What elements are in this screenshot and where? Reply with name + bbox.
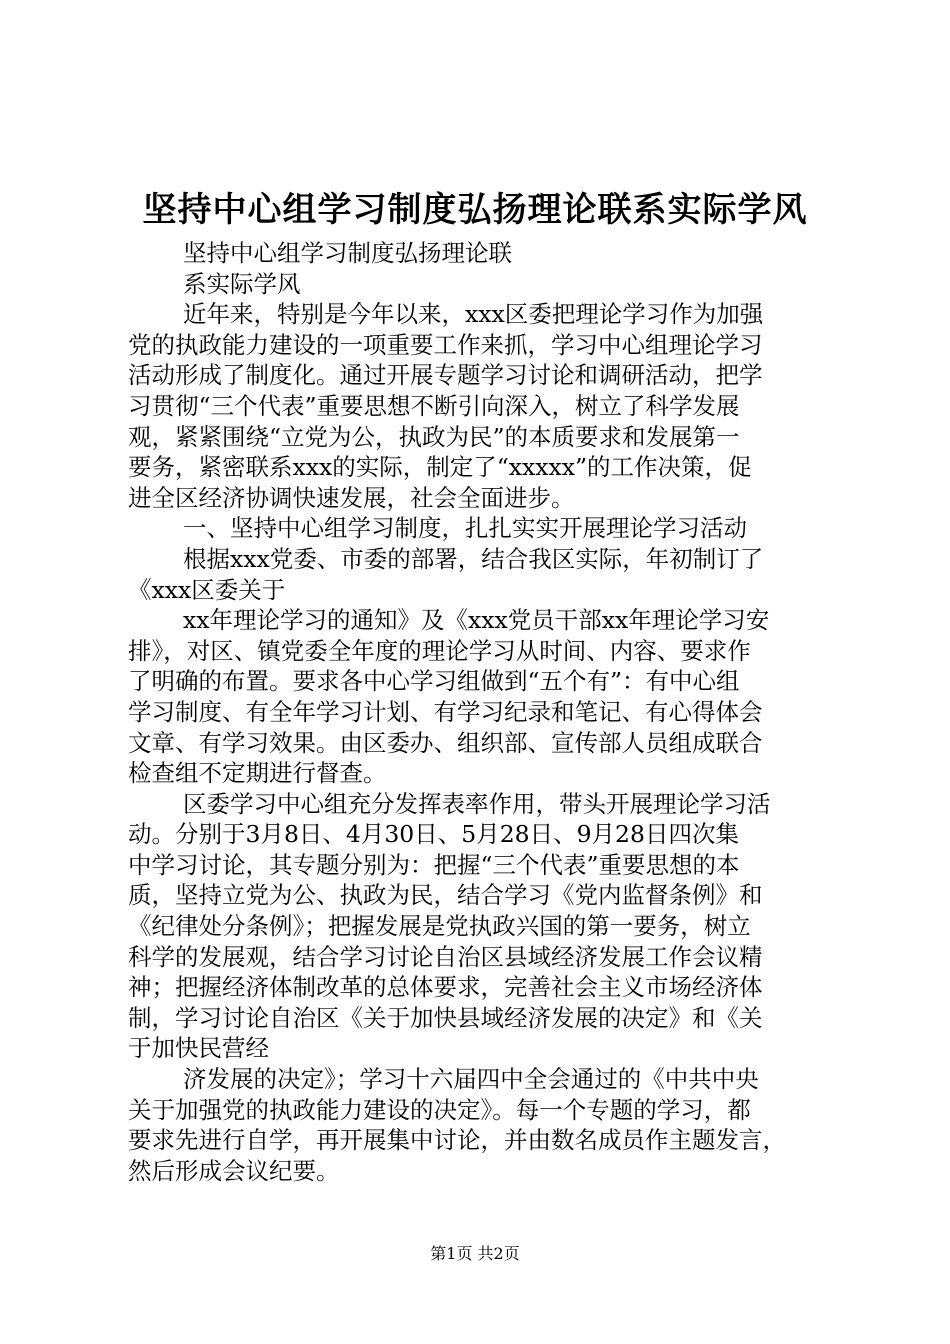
body-line: 中学习讨论，其专题分别为：把握“三个代表”重要思想的本 [128,850,740,879]
body-line: 要务，紧密联系xxx的实际，制定了“xxxxx”的工作决策，促 [128,453,752,482]
body-line: 习贯彻“三个代表”重要思想不断引向深入，树立了科学发展 [128,391,740,420]
body-line: 活动形成了制度化。通过开展专题学习讨论和调研活动，把学 [128,361,763,390]
body-line: 动。分别于3月8日、4月30日、5月28日、9月28日四次集 [128,820,739,849]
body-line: 济发展的决定》；学习十六届四中全会通过的《中共中央 [183,1065,759,1094]
body-line: 关于加强党的执政能力建设的决定》。每一个专题的学习，都 [128,1095,751,1124]
body-line: 了明确的布置。要求各中心学习组做到“五个有”：有中心组 [128,667,740,696]
body-line: 质，坚持立党为公、执政为民，结合学习《党内监督条例》和 [128,881,763,910]
body-line: 科学的发展观，结合学习讨论自治区县域经济发展工作会议精 [128,942,763,971]
body-line: 近年来，特别是今年以来，xxx区委把理论学习作为加强 [183,300,764,329]
body-line: 检查组不定期进行督查。 [128,759,387,788]
body-line: 学习制度、有全年学习计划、有学习纪录和笔记、有心得体会 [128,697,763,726]
body-line: 系实际学风 [183,269,301,298]
body-line: 然后形成会议纪要。 [128,1156,340,1185]
document-body [128,238,838,1186]
body-line: 党的执政能力建设的一项重要工作来抓，学习中心组理论学习 [128,330,763,359]
body-line: 《xxx区委关于 [128,575,286,604]
body-line: 观，紧紧围绕“立党为公，执政为民”的本质要求和发展第一 [128,422,740,451]
body-line: 文章、有学习效果。由区委办、组织部、宣传部人员组成联合 [128,728,763,757]
body-line: 《纪律处分条例》；把握发展是党执政兴国的第一要务，树立 [128,912,751,941]
body-line: 坚持中心组学习制度弘扬理论联 [183,239,512,267]
body-line: 制，学习讨论自治区《关于加快县域经济发展的决定》和《关 [128,1003,763,1032]
document-title: 坚持中心组学习制度弘扬理论联系实际学风 [142,190,808,230]
body-line: xx年理论学习的通知》及《xxx党员干部xx年理论学习安 [183,606,770,635]
body-line: 根据xxx党委、市委的部署，结合我区实际，年初制订了 [183,544,764,573]
body-line: 排》，对区、镇党委全年度的理论学习从时间、内容、要求作 [128,636,751,665]
body-line: 要求先进行自学，再开展集中讨论，并由数名成员作主题发言， [128,1126,786,1155]
body-line: 于加快民营经 [128,1034,269,1063]
body-line: 区委学习中心组充分发挥表率作用，带头开展理论学习活 [183,789,771,818]
body-line: 进全区经济协调快速发展，社会全面进步。 [128,483,575,512]
body-line: 神；把握经济体制改革的总体要求，完善社会主义市场经济体 [128,973,763,1002]
body-line: 一、坚持中心组学习制度，扎扎实实开展理论学习活动 [183,514,747,543]
page-footer: 第1页 共2页 [430,1244,520,1263]
